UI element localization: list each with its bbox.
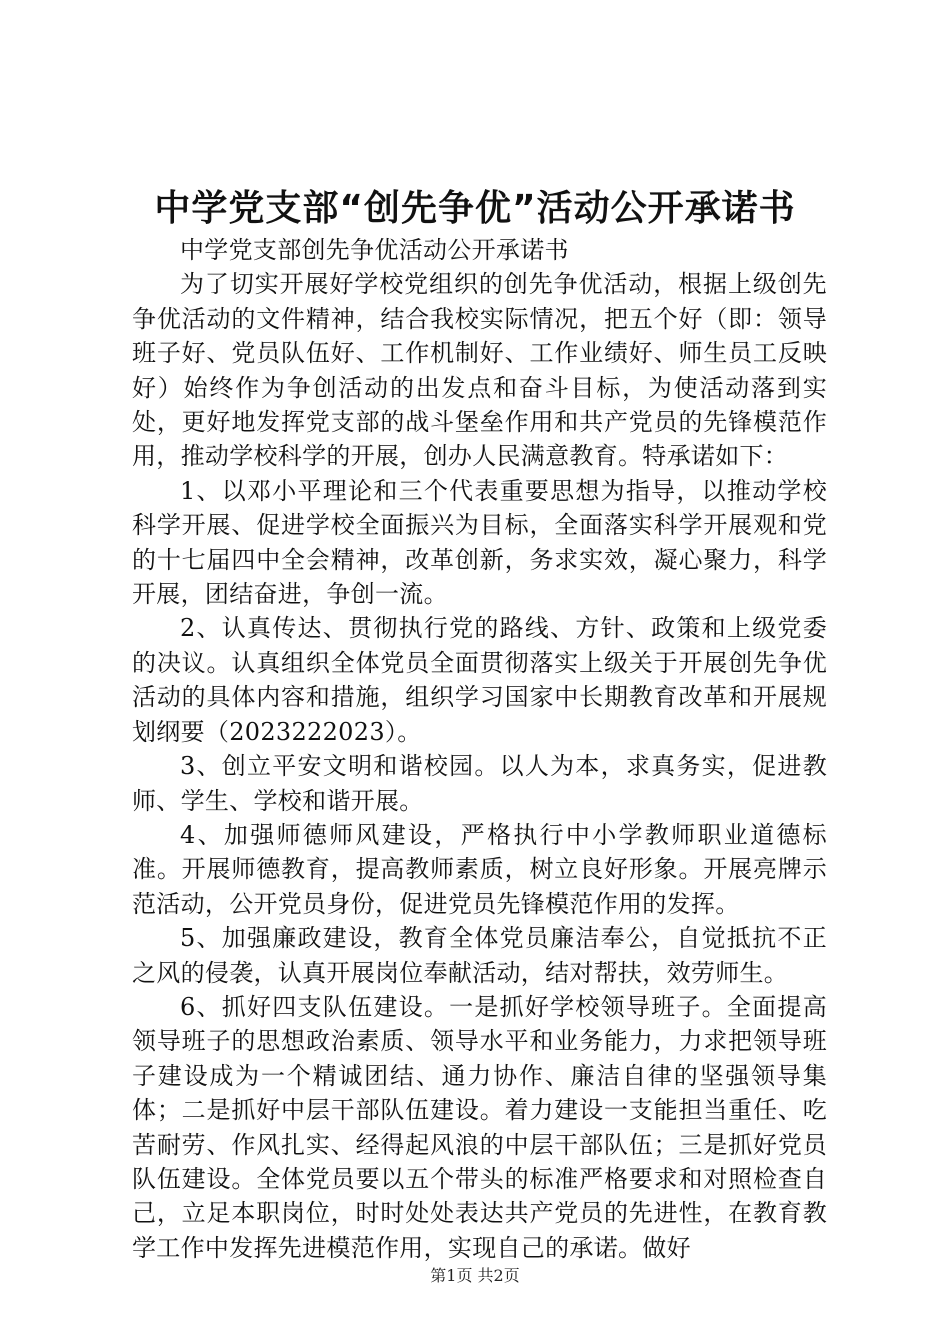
document-title: 中学党支部“创先争优”活动公开承诺书 <box>154 188 796 229</box>
paragraph-subtitle: 中学党支部创先争优活动公开承诺书 <box>180 236 569 264</box>
page-footer: 第1页 共2页 <box>430 1266 520 1285</box>
paragraph-intro: 为了切实开展好学校党组织的创先争优活动，根据上级创先争优活动的文件精神，结合我校实际情况，把五个好（即：领导班子好、党员队伍好、工作机制好、工作业绩好、师生员工反映好）始终作为争创活动的出发点和奋斗目标，为使活动落到实处，更好地发挥党支部的战斗堡垒作用和共产党员的先锋模范作用，推动学校科学的开展，创办人民满意教育。特承诺如下： <box>132 270 827 471</box>
paragraph-item-2: 2、认真传达、贯彻执行党的路线、方针、政策和上级党委的决议。认真组织全体党员全面贯彻落实上级关于开展创先争优活动的具体内容和措施，组织学习国家中长期教育改革和开展规划纲要（2023222023）。 <box>132 614 827 746</box>
paragraph-item-6: 6、抓好四支队伍建设。一是抓好学校领导班子。全面提高领导班子的思想政治素质、领导水平和业务能力，力求把领导班子建设成为一个精诚团结、通力协作、廉洁自律的坚强领导集体；二是抓好中层干部队伍建设。着力建设一支能担当重任、吃苦耐劳、作风扎实、经得起风浪的中层干部队伍；三是抓好党员队伍建设。全体党员要以五个带头的标准严格要求和对照检查自己，立足本职岗位，时时处处表达共产党员的先进性，在教育教学工作中发挥先进模范作用，实现自己的承诺。做好 <box>132 992 827 1262</box>
document-body <box>132 233 827 1265</box>
paragraph-item-3: 3、创立平安文明和谐校园。以人为本，求真务实，促进教师、学生、学校和谐开展。 <box>132 752 827 815</box>
paragraph-item-4: 4、加强师德师风建设，严格执行中小学教师职业道德标准。开展师德教育，提高教师素质，树立良好形象。开展亮牌示范活动，公开党员身份，促进党员先锋模范作用的发挥。 <box>132 820 827 918</box>
paragraph-item-5: 5、加强廉政建设，教育全体党员廉洁奉公，自觉抵抗不正之风的侵袭，认真开展岗位奉献活动，结对帮扶，效劳师生。 <box>132 924 827 987</box>
paragraph-item-1: 1、以邓小平理论和三个代表重要思想为指导，以推动学校科学开展、促进学校全面振兴为目标，全面落实科学开展观和党的十七届四中全会精神，改革创新，务求实效，凝心聚力，科学开展，团结奋进，争创一流。 <box>132 476 827 609</box>
